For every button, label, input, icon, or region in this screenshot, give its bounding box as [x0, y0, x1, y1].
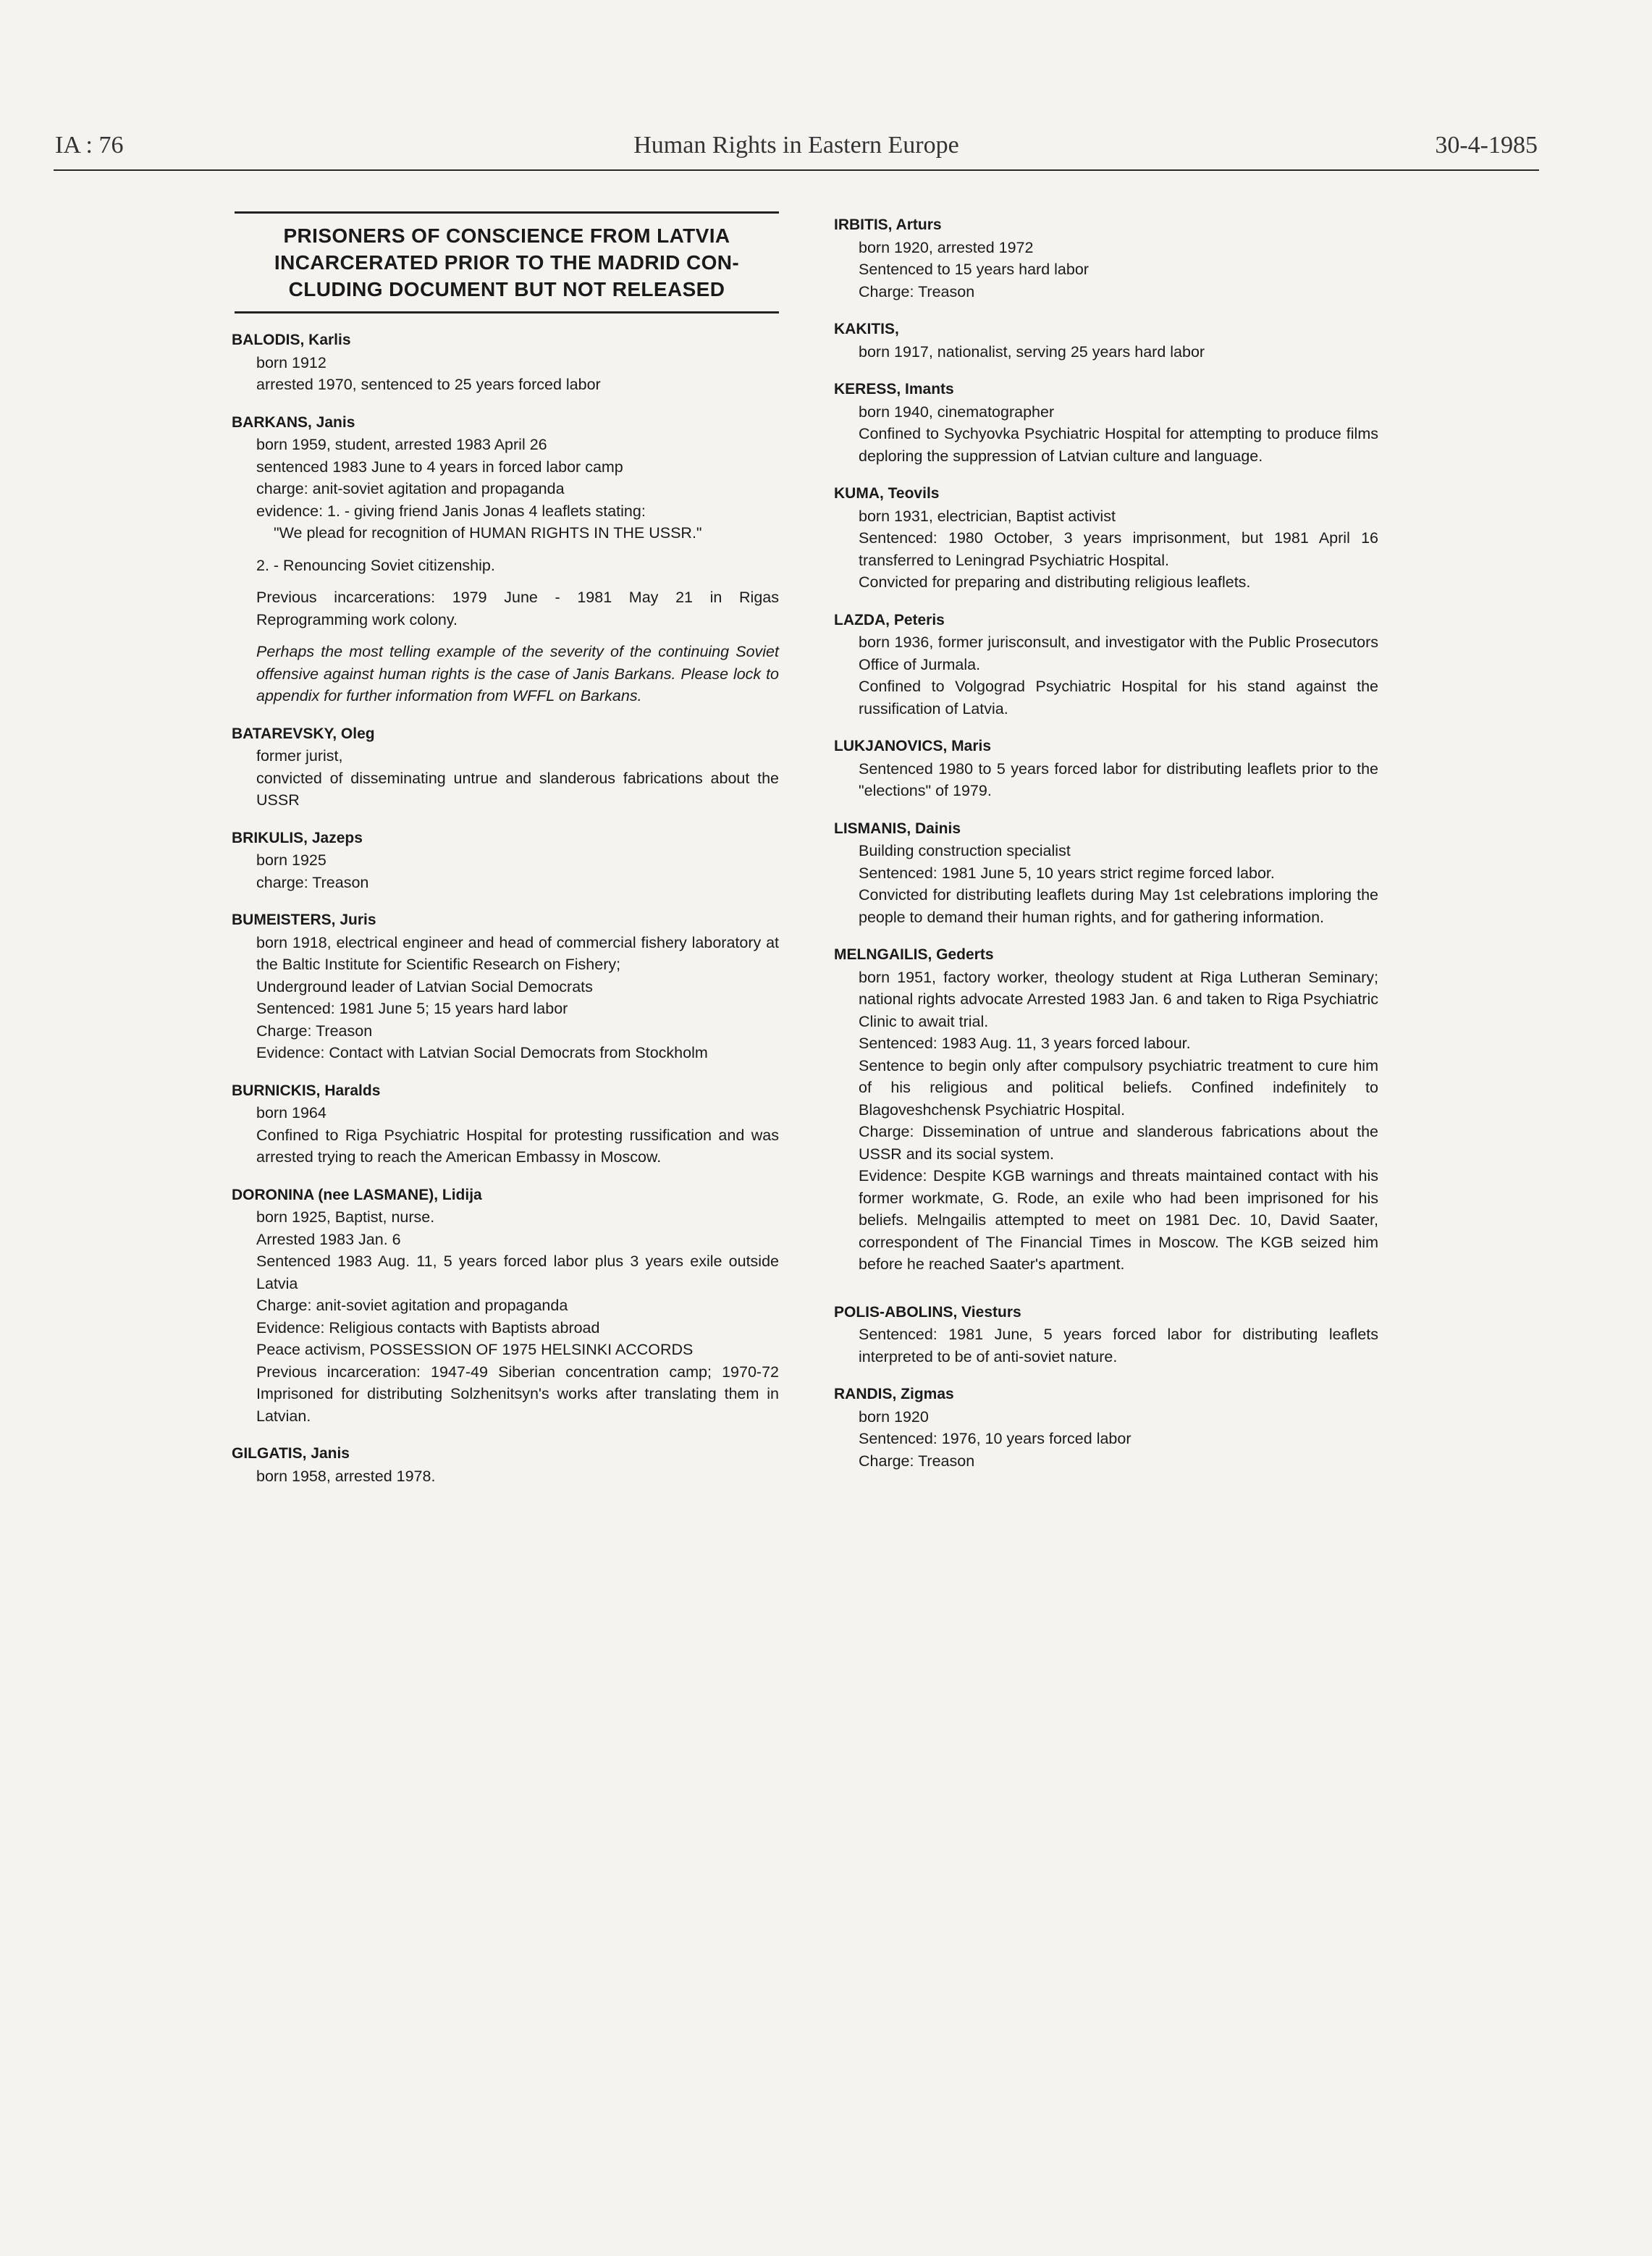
prisoner-name: LISMANIS, Dainis — [834, 820, 961, 837]
entry-line: Sentence to begin only after compulsory psychiatric treatment to cure him of his religious and political beliefs. Confined indefinitely to Blagoveshchensk Psychiatric Hospital. — [859, 1056, 1378, 1119]
prisoner-entry — [222, 828, 779, 894]
entry-line: evidence: 1. - giving friend Janis Jonas 4 leaflets stating: — [256, 502, 646, 520]
prisoner-entry — [824, 1302, 1378, 1368]
prisoner-entry — [222, 1443, 779, 1487]
prisoner-name: BALODIS, Karlis — [232, 332, 351, 348]
entry-line: Confined to Sychyovka Psychiatric Hospital for attempting to produce films deploring the suppression of Latvian culture and language. — [859, 425, 1378, 465]
prisoner-entry — [824, 818, 1378, 929]
prisoner-name: BUMEISTERS, Juris — [232, 912, 376, 928]
entry-line: Previous incarceration: 1947-49 Siberian concentration camp; 1970-72 Imprisoned for distributing Solzhenitsyn's works after translating them in Latvian. — [256, 1363, 779, 1425]
entry-line: Charge: Treason — [859, 1452, 975, 1470]
prisoner-name: MELNGAILIS, Gederts — [834, 946, 994, 963]
entry-line: arrested 1970, sentenced to 25 years forced labor — [256, 376, 601, 393]
entry-line: Building construction specialist — [859, 842, 1071, 859]
entry-line: Peace activism, POSSESSION OF 1975 HELSINKI ACCORDS — [256, 1341, 694, 1358]
prisoner-name: BURNICKIS, Haralds — [232, 1082, 381, 1099]
entry-line: born 1940, cinematographer — [859, 403, 1055, 421]
entry-line: Sentenced: 1981 June, 5 years forced labor for distributing leaflets interpreted to be of anti-soviet nature. — [859, 1326, 1378, 1365]
prisoner-name: GILGATIS, Janis — [232, 1445, 350, 1462]
prisoner-name: POLIS-ABOLINS, Viesturs — [834, 1303, 1021, 1321]
prisoner-entry — [222, 1184, 779, 1428]
prisoner-entry — [222, 723, 779, 812]
entry-line: born 1959, student, arrested 1983 April 26 — [256, 436, 547, 453]
prisoner-entry — [824, 944, 1378, 1276]
entry-line: Charge: Treason — [859, 282, 975, 300]
entry-line: Charge: Treason — [256, 1022, 373, 1040]
entry-line: former jurist, — [256, 747, 343, 765]
entry-line: charge: Treason — [256, 873, 369, 891]
prisoner-name: BRIKULIS, Jazeps — [232, 829, 363, 846]
entry-line: sentenced 1983 June to 4 years in forced labor camp — [256, 458, 623, 476]
right-column — [824, 214, 1378, 1488]
entry-line: Sentenced: 1981 June 5; 15 years hard labor — [256, 1000, 568, 1017]
prisoner-name: BARKANS, Janis — [232, 413, 355, 431]
prisoner-entry — [824, 736, 1378, 802]
left-column — [222, 211, 779, 1503]
editorial-note: Perhaps the most telling example of the severity of the continuing Soviet offensive against human rights is the case of Janis Barkans. Please lock to appendix for further information from WFFL on Barkans. — [256, 643, 779, 704]
prisoner-entry — [222, 909, 779, 1064]
prisoner-entry — [824, 319, 1378, 363]
prisoner-entry — [824, 610, 1378, 720]
entry-line: born 1912 — [256, 353, 326, 371]
entry-line: Evidence: Contact with Latvian Social Democrats from Stockholm — [256, 1044, 708, 1061]
entry-line: convicted of disseminating untrue and slanderous fabrications about the USSR — [256, 769, 779, 809]
prisoner-name: LAZDA, Peteris — [834, 611, 945, 628]
entry-line: born 1920 — [859, 1407, 929, 1426]
prisoner-name: KUMA, Teovils — [834, 485, 940, 502]
prisoner-entry — [824, 379, 1378, 467]
entry-line: Sentenced 1980 to 5 years forced labor for distributing leaflets prior to the "elections" of 1979. — [859, 759, 1378, 799]
prisoner-entry — [824, 483, 1378, 594]
entry-line: born 1918, electrical engineer and head of commercial fishery laboratory at the Baltic Institute for Scientific Research on Fishery; — [256, 933, 779, 973]
prisoner-entry — [222, 329, 779, 396]
entry-line: Charge: anit-soviet agitation and propaganda — [256, 1297, 568, 1314]
prisoner-name: KAKITIS, — [834, 321, 899, 337]
entry-line: Sentenced: 1983 Aug. 11, 3 years forced labour. — [859, 1035, 1191, 1052]
entry-line: Sentenced 1983 Aug. 11, 5 years forced labor plus 3 years exile outside Latvia — [256, 1253, 779, 1292]
prisoner-name: DORONINA (nee LASMANE), Lidija — [232, 1186, 482, 1203]
entry-line: born 1925 — [256, 851, 326, 869]
entry-line: Sentenced to 15 years hard labor — [859, 261, 1089, 278]
publication-title: Human Rights in Eastern Europe — [633, 132, 959, 159]
prisoner-entry — [824, 1384, 1378, 1472]
entry-line: Convicted for preparing and distributing religious leaflets. — [859, 573, 1251, 591]
entry-line: born 1951, factory worker, theology student at Riga Lutheran Seminary; national rights advocate Arrested 1983 Jan. 6 and taken to Riga Psychiatric Clinic to await trial. — [859, 968, 1378, 1030]
prisoner-name: RANDIS, Zigmas — [834, 1386, 954, 1402]
entry-line: Evidence: Despite KGB warnings and threats maintained contact with his former workmate, G. Rode, an exile who had been imprisoned for his beliefs. Melngailis attempted to meet on 1981 Dec. 10, David Saater, correspondent of The Financial Times in Moscow. The KGB seized him before he reached Saater's apartment. — [859, 1167, 1378, 1273]
entry-line: Confined to Volgograd Psychiatric Hospital for his stand against the russification of Latvia. — [859, 678, 1378, 717]
page-header — [54, 129, 1539, 171]
entry-line: Underground leader of Latvian Social Democrats — [256, 977, 593, 996]
prisoner-name: KERESS, Imants — [834, 381, 954, 397]
entry-line: Sentenced: 1981 June 5, 10 years strict regime forced labor. — [859, 864, 1275, 882]
entry-line: Evidence: Religious contacts with Baptists abroad — [256, 1318, 600, 1337]
entry-line: Previous incarcerations: 1979 June - 1981 May 21 in Rigas Reprogramming work colony. — [256, 589, 779, 628]
entry-line: Arrested 1983 Jan. 6 — [256, 1230, 401, 1248]
section-title: PRISONERS OF CONSCIENCE FROM LATVIA INCARCERATED PRIOR TO THE MADRID CON-CLUDING DOCUMENT BUT NOT RELEASED — [235, 211, 779, 313]
entry-line: born 1917, nationalist, serving 25 years hard labor — [859, 342, 1205, 361]
leaflet-quote: "We plead for recognition of HUMAN RIGHTS IN THE USSR." — [274, 524, 702, 542]
prisoner-name: BATAREVSKY, Oleg — [232, 725, 375, 742]
entry-line: Charge: Dissemination of untrue and slanderous fabrications about the USSR and its social system. — [859, 1123, 1378, 1163]
prisoner-name: IRBITIS, Arturs — [834, 216, 942, 233]
entry-line: 2. - Renouncing Soviet citizenship. — [256, 556, 495, 574]
prisoner-name: LUKJANOVICS, Maris — [834, 738, 992, 754]
prisoner-entry — [824, 214, 1378, 303]
entry-line: Sentenced: 1980 October, 3 years imprisonment, but 1981 April 16 transferred to Leningrad Psychiatric Hospital. — [859, 529, 1378, 569]
prisoner-entry — [222, 1080, 779, 1169]
prisoner-entry — [222, 412, 779, 707]
entry-line: born 1964 — [256, 1104, 326, 1121]
issue-date: 30-4-1985 — [1435, 132, 1538, 159]
entry-line: born 1936, former jurisconsult, and investigator with the Public Prosecutors Office of Jurmala. — [859, 634, 1378, 673]
entry-line: born 1925, Baptist, nurse. — [256, 1208, 435, 1226]
entry-line: born 1931, electrician, Baptist activist — [859, 507, 1116, 525]
entry-line: charge: anit-soviet agitation and propaganda — [256, 480, 565, 497]
entry-line: born 1920, arrested 1972 — [859, 238, 1034, 256]
entry-line: born 1958, arrested 1978. — [256, 1467, 436, 1485]
entry-line: Sentenced: 1976, 10 years forced labor — [859, 1430, 1131, 1447]
page-number: IA : 76 — [55, 132, 124, 159]
entry-line: Convicted for distributing leaflets during May 1st celebrations imploring the people to demand their human rights, and for gathering information. — [859, 886, 1378, 926]
entry-line: Confined to Riga Psychiatric Hospital for protesting russification and was arrested trying to reach the American Embassy in Moscow. — [256, 1126, 779, 1166]
